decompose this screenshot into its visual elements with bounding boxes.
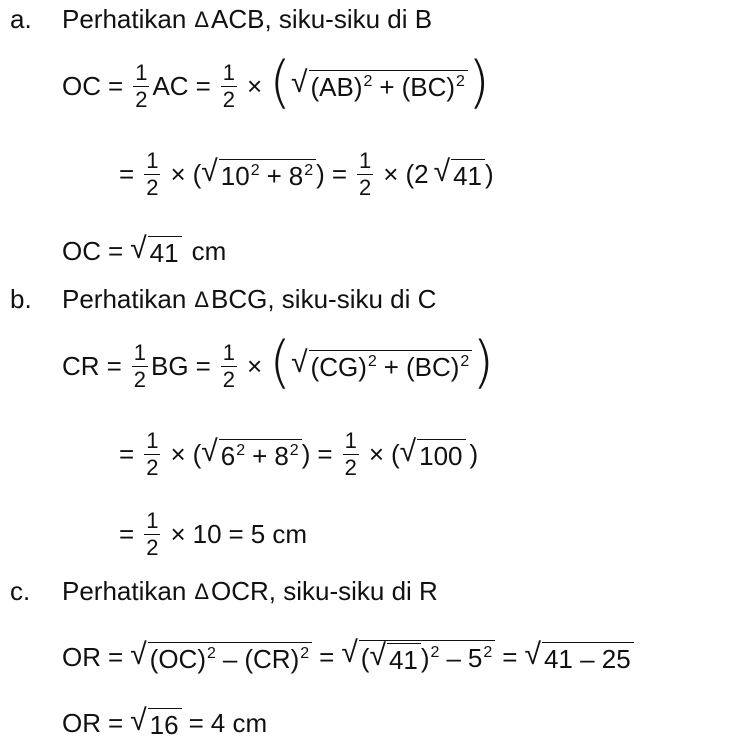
part-c-line-2: OR = √ 16 = 4 cm [62,704,268,740]
part-b-heading: b. Perhatikan Δ BCG, siku-siku di C [10,284,437,314]
radical-icon: √ [201,154,218,188]
square-root: √ (AB)$^2$ + (BC)$^2$ [291,70,468,102]
radical-icon: √ [130,704,147,737]
radical-icon: √ [433,154,451,188]
fraction-half: $\frac{1}{2}$ [359,148,372,200]
part-a-heading: a. Perhatikan Δ ACB, siku-siku di B [10,4,433,34]
fraction-half: $\frac{1}{2}$ [222,339,236,392]
radical-icon: √ [291,66,308,100]
fraction-half: $\frac{1}{2}$ [146,508,159,560]
square-root: √ (OC)$^2$ – (CR)$^2$ [130,642,312,674]
part-a-label: a. [10,4,32,34]
part-b-line-1: CR = $\frac{1}{2}$ BG = $\frac{1}{2}$ × ( √ (CG)$^2$ + (BC)$^2$ ) [62,330,495,395]
part-a-line-1: OC = $\frac{1}{2}$ AC = $\frac{1}{2}$ × ( √ (AB)$^2$ + (BC)$^2$ ) [62,50,490,115]
square-root: √ 100 [400,439,466,471]
fraction-half: $\frac{1}{2}$ [146,148,159,200]
square-root: √ (CG)$^2$ + (BC)$^2$ [291,350,472,382]
triangle-icon: Δ [194,6,210,32]
square-root: √ 41 – 25 [524,642,633,674]
square-root: √ $6^2 + 8^2$ [201,439,301,471]
square-root: √ 41 [434,159,485,191]
radical-icon: √ [524,637,541,671]
triangle-icon: Δ [194,578,210,604]
part-c-heading: c. Perhatikan Δ OCR, siku-siku di R [10,576,438,606]
part-b-line-2: = $\frac{1}{2}$ × ( √ $6^2 + 8^2$ ) = $\frac{1}{2}$ × ( √ 100 ) [119,428,479,480]
fraction-half: $\frac{1}{2}$ [146,428,159,480]
radical-icon: √ [130,232,147,265]
square-root: √ ( √ 41 )$^2 - 5^2$ [341,640,495,675]
fraction-half: $\frac{1}{2}$ [222,59,235,112]
part-b-label: b. [10,284,32,314]
part-c-label: c. [10,576,31,606]
fraction-half: $\frac{1}{2}$ [344,428,357,480]
fraction-half: $\frac{1}{2}$ [135,59,148,112]
radical-icon: √ [341,636,358,669]
part-a-line-3: OC = √ 41 cm [62,232,227,268]
square-root: √ 16 [130,708,181,740]
radical-icon: √ [369,639,386,672]
radical-icon: √ [291,346,308,380]
square-root: √ 41 [130,236,181,268]
radical-icon: √ [201,434,218,468]
radical-icon: √ [399,434,417,468]
part-b-line-3: = $\frac{1}{2}$ × 10 = 5 cm [119,508,308,560]
part-c-line-1: OR = √ (OC)$^2$ – (CR)$^2$ = √ ( √ 41 )$^2 - 5^2$ = √ 41 – 25 [62,640,634,675]
part-a-line-2: = $\frac{1}{2}$ × ( √ $10^2 + 8^2$ ) = $\frac{1}{2}$ × ( 2 √ 41 ) [119,148,494,200]
radical-icon: √ [130,637,147,671]
fraction-half: $\frac{1}{2}$ [133,339,146,392]
square-root: √ $10^2 + 8^2$ [201,159,316,191]
triangle-icon: Δ [194,286,210,312]
